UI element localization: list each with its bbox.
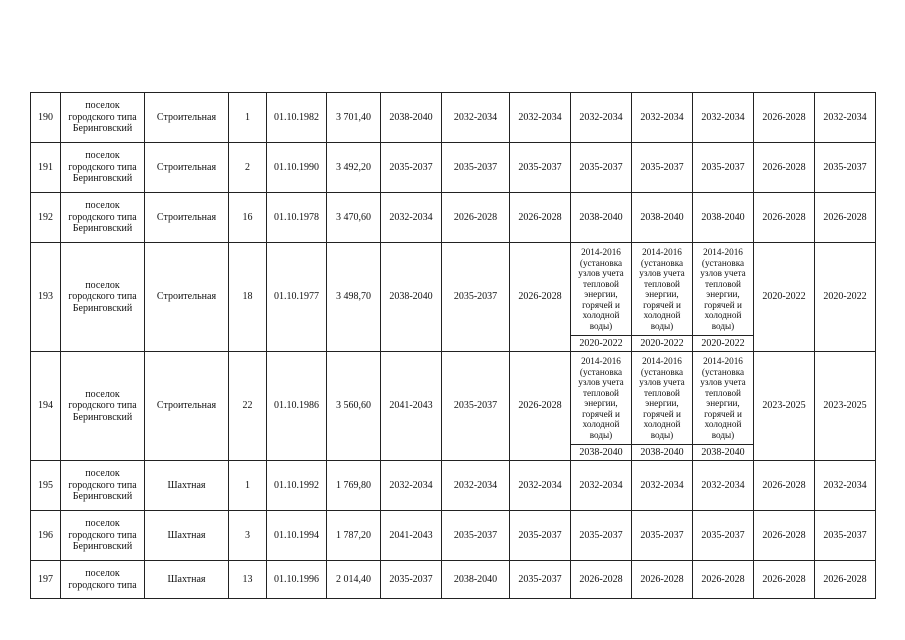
area-cell: 3 492,20 xyxy=(327,143,381,193)
period-cell-6 xyxy=(693,243,754,352)
period-cell-4: 2026-2028 xyxy=(571,561,632,599)
settlement-cell: поселок городского типа xyxy=(61,561,145,599)
period-cell-1: 2032-2034 xyxy=(381,461,442,511)
period-cell-7: 2023-2025 xyxy=(754,352,815,461)
period-cell-7: 2026-2028 xyxy=(754,193,815,243)
house-number-cell: 13 xyxy=(229,561,267,599)
period-cell-5 xyxy=(632,352,693,461)
area-cell: 2 014,40 xyxy=(327,561,381,599)
commission-date-cell: 01.10.1982 xyxy=(267,93,327,143)
period-cell-8: 2032-2034 xyxy=(815,93,876,143)
period-cell-2: 2035-2037 xyxy=(442,143,510,193)
street-cell: Строительная xyxy=(145,352,229,461)
period-cell-8: 2023-2025 xyxy=(815,352,876,461)
row-number-cell: 194 xyxy=(31,352,61,461)
period-cell-5: 2035-2037 xyxy=(632,143,693,193)
table-row xyxy=(31,352,876,461)
period-cell-1: 2038-2040 xyxy=(381,243,442,352)
area-cell: 3 701,40 xyxy=(327,93,381,143)
period-cell-8: 2020-2022 xyxy=(815,243,876,352)
meter-installation-note: 2014-2016 (установка узлов учета тепловой энергии, горячей и холодной воды) xyxy=(693,352,753,445)
period-cell-3: 2032-2034 xyxy=(510,461,571,511)
row-number-cell: 196 xyxy=(31,511,61,561)
table-row xyxy=(31,193,876,243)
settlement-cell: поселок городского типа Беринговский xyxy=(61,143,145,193)
area-cell: 1 787,20 xyxy=(327,511,381,561)
table-row xyxy=(31,511,876,561)
period-cell-4: 2035-2037 xyxy=(571,511,632,561)
street-cell: Шахтная xyxy=(145,561,229,599)
period-value: 2020-2022 xyxy=(701,337,745,349)
period-cell-1: 2038-2040 xyxy=(381,93,442,143)
period-cell-1: 2035-2037 xyxy=(381,561,442,599)
area-cell: 1 769,80 xyxy=(327,461,381,511)
meter-installation-note: 2014-2016 (установка узлов учета тепловой энергии, горячей и холодной воды) xyxy=(632,243,692,336)
period-cell-4 xyxy=(571,352,632,461)
period-cell-3: 2035-2037 xyxy=(510,511,571,561)
area-cell: 3 470,60 xyxy=(327,193,381,243)
house-number-cell: 1 xyxy=(229,93,267,143)
commission-date-cell: 01.10.1977 xyxy=(267,243,327,352)
period-cell-2: 2026-2028 xyxy=(442,193,510,243)
street-cell: Строительная xyxy=(145,143,229,193)
commission-date-cell: 01.10.1992 xyxy=(267,461,327,511)
meter-installation-note: 2014-2016 (установка узлов учета тепловой энергии, горячей и холодной воды) xyxy=(693,243,753,336)
street-cell: Строительная xyxy=(145,93,229,143)
period-cell-5: 2038-2040 xyxy=(632,193,693,243)
period-cell-7: 2026-2028 xyxy=(754,511,815,561)
period-value: 2020-2022 xyxy=(640,337,684,349)
period-cell-6: 2038-2040 xyxy=(693,193,754,243)
period-cell-6: 2032-2034 xyxy=(693,93,754,143)
period-cell-7: 2026-2028 xyxy=(754,461,815,511)
table-row xyxy=(31,143,876,193)
period-cell-7: 2020-2022 xyxy=(754,243,815,352)
commission-date-cell: 01.10.1978 xyxy=(267,193,327,243)
period-cell-7: 2026-2028 xyxy=(754,561,815,599)
period-cell-8: 2032-2034 xyxy=(815,461,876,511)
period-cell-8: 2026-2028 xyxy=(815,561,876,599)
commission-date-cell: 01.10.1994 xyxy=(267,511,327,561)
meter-installation-note: 2014-2016 (установка узлов учета тепловой энергии, горячей и холодной воды) xyxy=(571,243,631,336)
period-cell-6 xyxy=(693,352,754,461)
house-number-cell: 1 xyxy=(229,461,267,511)
table-row xyxy=(31,243,876,352)
row-number-cell: 192 xyxy=(31,193,61,243)
period-cell-5: 2032-2034 xyxy=(632,93,693,143)
period-cell-3: 2032-2034 xyxy=(510,93,571,143)
period-cell-2: 2035-2037 xyxy=(442,511,510,561)
period-value: 2038-2040 xyxy=(640,446,684,458)
period-cell-2: 2035-2037 xyxy=(442,352,510,461)
period-cell-3: 2026-2028 xyxy=(510,193,571,243)
table-row xyxy=(31,93,876,143)
settlement-cell: поселок городского типа Беринговский xyxy=(61,511,145,561)
meter-installation-note: 2014-2016 (установка узлов учета тепловой энергии, горячей и холодной воды) xyxy=(571,352,631,445)
period-cell-5 xyxy=(632,243,693,352)
table-row xyxy=(31,561,876,599)
street-cell: Строительная xyxy=(145,193,229,243)
period-value: 2038-2040 xyxy=(701,446,745,458)
period-cell-3: 2035-2037 xyxy=(510,561,571,599)
period-cell-2: 2032-2034 xyxy=(442,461,510,511)
period-cell-3: 2026-2028 xyxy=(510,352,571,461)
period-cell-3: 2035-2037 xyxy=(510,143,571,193)
period-cell-8: 2035-2037 xyxy=(815,143,876,193)
period-cell-2: 2032-2034 xyxy=(442,93,510,143)
house-number-cell: 2 xyxy=(229,143,267,193)
period-cell-1: 2041-2043 xyxy=(381,511,442,561)
period-value: 2038-2040 xyxy=(579,446,623,458)
period-cell-2: 2035-2037 xyxy=(442,243,510,352)
house-number-cell: 22 xyxy=(229,352,267,461)
settlement-cell: поселок городского типа Беринговский xyxy=(61,352,145,461)
period-value: 2020-2022 xyxy=(579,337,623,349)
commission-date-cell: 01.10.1986 xyxy=(267,352,327,461)
meter-installation-note: 2014-2016 (установка узлов учета тепловой энергии, горячей и холодной воды) xyxy=(632,352,692,445)
settlement-cell: поселок городского типа Беринговский xyxy=(61,243,145,352)
period-cell-4: 2032-2034 xyxy=(571,93,632,143)
period-cell-6: 2026-2028 xyxy=(693,561,754,599)
period-cell-1: 2035-2037 xyxy=(381,143,442,193)
period-cell-5: 2035-2037 xyxy=(632,511,693,561)
house-number-cell: 3 xyxy=(229,511,267,561)
house-number-cell: 16 xyxy=(229,193,267,243)
period-cell-3: 2026-2028 xyxy=(510,243,571,352)
row-number-cell: 193 xyxy=(31,243,61,352)
period-cell-2: 2038-2040 xyxy=(442,561,510,599)
period-cell-6: 2035-2037 xyxy=(693,511,754,561)
period-cell-4 xyxy=(571,243,632,352)
commission-date-cell: 01.10.1996 xyxy=(267,561,327,599)
house-number-cell: 18 xyxy=(229,243,267,352)
period-cell-5: 2026-2028 xyxy=(632,561,693,599)
area-cell: 3 560,60 xyxy=(327,352,381,461)
area-cell: 3 498,70 xyxy=(327,243,381,352)
settlement-cell: поселок городского типа Беринговский xyxy=(61,193,145,243)
commission-date-cell: 01.10.1990 xyxy=(267,143,327,193)
street-cell: Шахтная xyxy=(145,511,229,561)
period-cell-8: 2035-2037 xyxy=(815,511,876,561)
settlement-cell: поселок городского типа Беринговский xyxy=(61,93,145,143)
period-cell-8: 2026-2028 xyxy=(815,193,876,243)
row-number-cell: 197 xyxy=(31,561,61,599)
row-number-cell: 191 xyxy=(31,143,61,193)
settlement-cell: поселок городского типа Беринговский xyxy=(61,461,145,511)
period-cell-6: 2035-2037 xyxy=(693,143,754,193)
street-cell: Шахтная xyxy=(145,461,229,511)
period-cell-4: 2035-2037 xyxy=(571,143,632,193)
row-number-cell: 195 xyxy=(31,461,61,511)
housing-repair-schedule-table xyxy=(30,92,876,599)
period-cell-4: 2038-2040 xyxy=(571,193,632,243)
period-cell-7: 2026-2028 xyxy=(754,93,815,143)
table-row xyxy=(31,461,876,511)
period-cell-6: 2032-2034 xyxy=(693,461,754,511)
period-cell-5: 2032-2034 xyxy=(632,461,693,511)
period-cell-7: 2026-2028 xyxy=(754,143,815,193)
period-cell-1: 2041-2043 xyxy=(381,352,442,461)
street-cell: Строительная xyxy=(145,243,229,352)
period-cell-4: 2032-2034 xyxy=(571,461,632,511)
row-number-cell: 190 xyxy=(31,93,61,143)
period-cell-1: 2032-2034 xyxy=(381,193,442,243)
